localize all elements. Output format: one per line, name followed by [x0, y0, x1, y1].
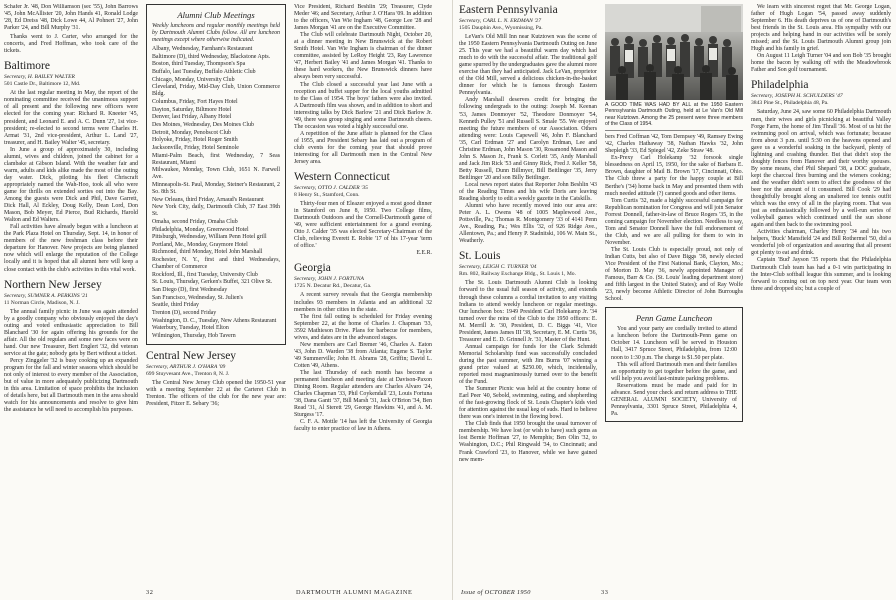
st-louis-paragraph: The Club finds that 1950 brought the usual turnover of membership. We have lost (or wish to have) such gems as lost Bernie Hoffman '27, to Memphis; Ben Olin '32, to Washington, D.C.; Phil Ringwald '34, to Cincinnati; and Frank Crawford '23, to Hanover, while we have gained new mem-: [459, 421, 597, 463]
penn-box-paragraph: You and your party are cordially invited to attend a luncheon before the Dartmouth-Penn game on October 14. Luncheon will be served in Houston Hall, 3417 Spruce Street, Philadelphia, from 12:00 noon to 1:30 p.m. The charge is $1.50 per plate.: [611, 326, 737, 361]
north-jersey-paragraph: Percy Zinggeler '32 is busy cooking up an expanded program for the fall and winter seasons which should be not only of interest to every member of the Association, but of value in more adequately publicizing Dartmouth in this area. Limitation of space prohibits the inclusion of details here, but all Dartmouth men in the area should watch for his announcements and resolve to give him the assistance he will need to accomplish his purposes.: [4, 357, 138, 414]
st-louis-paragraph: Annual campaign for funds for the Clark Schmidt Memorial Scholarship fund was successfully concluded during the past summer, with Jim Burns '07 winning a grand prize valued at $250.00, which, incidentally, reported most magnanimously turned over to the benefit of the Fund.: [459, 343, 597, 386]
georgia-paragraph: New members are Carl Bremer '46, Charles A. Eaton '43, John D. Warden '38 from Atlanta; Eugene S. Taylor '49 Summerville; John H. Abrams '28, Griffin; David L. Cotten '49, Athens.: [294, 341, 432, 369]
baltimore-heading: Baltimore: [4, 60, 50, 73]
meeting-item: Baltimore (D), third Wednesday, Blackstone Apts.: [152, 53, 271, 60]
meeting-item: St. Louis, Thursday, Gerken's Buffet, 321 Olive St.: [152, 279, 273, 286]
central-jersey-continued: The Club closed a successful year last June with a reception and buffet supper for the local youths admitted to the Class of 1954. The boys' fathers were also invited. A Dartmouth film was shown, and in addition to short and interesting talks by Dick Barlow '21 and Dick Barlow Jr. '49, there was group singing and some Dartmouth cheers. The occasion was voted a highly successful one.: [294, 81, 432, 130]
meeting-item: Omaha, second Friday, Omaha Club: [152, 218, 238, 225]
left-page: [0, 0, 436, 600]
meeting-item: Philadelphia, Monday, Greenwood Hotel: [152, 226, 249, 233]
meetings-box-title: Alumni Club Meetings: [177, 10, 255, 20]
georgia-paragraph: A recent survey reveals that the Georgia membership includes 93 members in Atlanta and an additional 32 members in other cities in the state.: [294, 292, 432, 313]
left-column-3: [294, 4, 432, 590]
western-ct-heading: Western Connecticut: [294, 171, 390, 184]
st-louis-continued: bers Fred Coffman '42, Tom Dempsey '49, Ramsey Ewing '42, Charles Hathaway '38, Nathan Hawks '32, John Shepleigh '33, Ed Spiegel '42, Zeke Straw '48.: [605, 134, 743, 155]
meeting-item: Minneapolis-St. Paul, Monday, Steiner's Restaurant, 2 So. 8th St.: [152, 181, 280, 195]
meeting-item: Waterbury, Tuesday, Hotel Elton: [152, 325, 229, 332]
philadelphia-paragraph: Activities chairman, Charley Henry '34 and his two helpers, 'Buck' Mansfield '24 and Bill Rothermel '50, did a wonderful job of organization and assuring that all present got plenty to eat and drink.: [751, 229, 891, 257]
western-ct-address: 8 Henry St., Stamford, Conn.: [294, 192, 360, 199]
meeting-item: Denver, last Friday, Albany Hotel: [152, 114, 232, 121]
left-page-number: 32: [146, 589, 154, 596]
baltimore-paragraph: At the last regular meeting in May, the report of the nominating committee received the unanimous support of all present and the following new officers were elected for the coming year: Richard R. Kneeter '45, president, and Leonard E. and A. C. Dunn '27, 1st vice-president; re-elected to second terms were Charles H. Armat '31, 2nd vice-president, Arthur L. Land '27, treasurer, and H. Bailey Walter '45, secretary.: [4, 90, 138, 146]
eastern-pa-address: 1505 Dauphin Ave., Wyomissing, Pa.: [459, 25, 543, 31]
western-ct-initials: E.E.R.: [416, 250, 432, 257]
philadelphia-heading: Philadelphia: [751, 79, 809, 92]
st-louis-closing: We learn with sincerest regret that Mr. George Logan, father of Hugh Logan '54, passed away suddenly September 6. His death deprives us of one of Dartmouth's best friends in the St. Louis area. His sympathy with our projects and helping hand in our activities will be sorely missed; and the St. Louis Dartmouth Alumni group join Hugh and his family in grief.: [751, 4, 891, 53]
meeting-item: Trenton (D), second Friday: [152, 310, 217, 316]
central-jersey-heading: Central New Jersey: [146, 349, 237, 362]
baltimore-paragraph: In June a group of approximately 30, including alumni, wives and children, joined the cabinet for a clambake at Gibson Island. With the weather fair and warm, adults and kids alike made the most of the outing day water. Dick, piloting his fleet Chriscraft appropriately named the Wah-Hoo, took all who were game for thrills on extended sorties out into the Bay. Among the guests were Dick and Phil, Dave Garrett, Dick Hall, Al Eckley, Doug Kelly, Dean Lord, Don Mason, Bob Meyer, Ed Pierce, Bud Richards, Harold Walton and Ed Walters.: [4, 146, 138, 224]
outing-photo-figures: [605, 4, 743, 100]
st-louis-continued: Ex-Prexy Carl Holekamp '32 forsook single blessedness on April 15, 1950, for the sake of Barbara E. Brown, daughter of Mail B. Brown '17, Cincinnati, Ohio. The Club threw a party for the happy couple at Bill Berthe's ('34) home back in May and presented them with much needed attitude (?) canned goods and other items.: [605, 155, 743, 197]
philadelphia-paragraph: Captain 'Bud' Jayson '35 reports that the Philadelphia Dartmouth Club team has had a 0-1 win participating in the Inter-Club softball league this summer, and is looking forward to coming out on top next year. Our team won three and dropped six; but a couple of: [751, 257, 891, 292]
meeting-item: Cleveland, Friday, Mid-Day Club, Union Commerce Bldg.: [152, 84, 280, 98]
central-jersey-continued: Vice President, Richard Beshlin '29; Treasurer, Clyde Meder '46; and Secretary, Arthur J. O'Hara '09. In addition to the officers, Van Wie Ingham '48, George Lee '28 and James Morgan '41 are on the Executive Committee.: [294, 4, 432, 32]
meetings-list: [152, 46, 280, 340]
central-jersey-paragraph: The Central New Jersey Club opened the 1950-51 year with a meeting September 22 at the Carteret Club in Trenton. The officers of the club for the new year are: President, Fitzer E. Sebary '36;: [146, 379, 286, 407]
meeting-item: New York City, daily, Dartmouth Club, 37 East 39th St.: [152, 204, 280, 218]
meeting-item: Pittsburgh, Wednesday, William Penn Hotel grill: [152, 234, 267, 241]
meeting-item: Columbus, Friday, Fort Hayes Hotel: [152, 99, 238, 106]
philadelphia-secretary: Secretary, JOSEPH H. SCHULDERS '47: [751, 93, 843, 100]
meeting-item: Rockford, Ill., first Tuesday, University Club: [152, 271, 258, 278]
st-louis-address: Rm. 802, Railway Exchange Bldg., St. Louis 1, Mo.: [459, 271, 576, 278]
eastern-pa-secretary: Secretary, CARL L. N. ERDMAN '27: [459, 18, 541, 24]
photo-caption: A GOOD TIME WAS HAD BY ALL at the 1950 Eastern Pennsylvania Dartmouth Outing, held at Le Van's Old Mill near Kutztown. Among the 25 present were three members of the Class of 1954.: [605, 102, 743, 127]
western-ct-paragraph: Thirty-four men of Eleazer enjoyed a most good dinner in Stamford on June 8, 1950. Two College films, Dartmouth Outdoors and the Cornell-Dartmouth game of '49, were sufficient entertainment for a grand evening. Otto J. Calder '35 was elected Secretary-Chairman of the Club, relieving Everett E. Robie '17 of his 17-year 'term of office.': [294, 201, 432, 250]
meeting-item: Dayton, Saturday, Biltmore Hotel: [152, 106, 232, 113]
meeting-item: San Diego (D), first Wednesday: [152, 287, 228, 294]
meeting-item: Wilmington, Thursday, Hob Tavern: [152, 332, 236, 339]
meetings-box-intro: Weekly luncheons and regular monthly meetings held by Dartmouth Alumni Clubs follow. All are luncheon meetings except where otherwise indicated.: [152, 23, 280, 44]
meeting-item: Milwaukee, Monday, Town Club, 1651 N. Farwell Ave.: [152, 167, 280, 181]
philadelphia-address: 3843 Pine St., Philadelphia 48, Pa.: [751, 100, 829, 107]
north-jersey-address: 11 Norman Circle, Madison, N. J.: [4, 299, 80, 306]
georgia-secretary: Secretary, JOHN J. FORTUNA: [294, 276, 364, 283]
st-louis-paragraph: The St. Louis Dartmouth Alumni Club is looking forward to the usual full season of activity, and extends through these columns a cordial invitation to any visiting Indians to attend weekly luncheon or regular meetings. Our luncheon box: 1949 President Carl Holekamp Jr. '34 turned over the reins of the Club to the 1950 officers: E. M. Merrill Jr. '30, President, D. C. Biggs '41, Vice President, James James III '38, Secretary, E. M. Curtis '36, Treasurer and E. D. Grinnell Jr. '31, Master of the Hunt.: [459, 280, 597, 343]
eastern-pa-paragraph: Local news report states that Reporter John Beshlin '43 of the Reading Times and his wife Doris are leaving Reading shortly to edit a weekly gazette in the Catskills.: [459, 181, 597, 203]
central-jersey-continued: A repetition of the June affair is planned for the Class of 1955, and President Sebary has laid out a program of club events for the coming year that should prove interesting for all Dartmouth men in the Central New Jersey area.: [294, 130, 432, 166]
georgia-heading: Georgia: [294, 262, 331, 275]
meeting-item: New Orleans, third Friday, Arnaud's Restaurant: [152, 196, 264, 203]
magazine-title: DARTMOUTH ALUMNI MAGAZINE: [296, 589, 413, 596]
eastern-pa-paragraph: LeVan's Old Mill Inn near Kutztown was the scene of the 1950 Eastern Pennsylvania Dartmouth Outing on June 25. This year we had a beautiful warm day which had much to do with the successful affair. The traditional golf game spurred by the undergraduates gave the alumni more exercise than they had anticipated. Jack LeVan, proprietor of the Old Mill, served a delicious chicken-in-the-basket dinner for which he is famous through Eastern Pennsylvania.: [459, 34, 597, 97]
meeting-item: San Francisco, Wednesday, St. Julien's: [152, 294, 243, 301]
meeting-item: Chicago, Monday, University Club: [152, 76, 235, 83]
baltimore-secretary: Secretary, H. BAILEY WALTER: [4, 74, 75, 81]
central-jersey-continued: The Club will celebrate Dartmouth Night, October 20, at a dinner meeting in New Brunswick at the Robert Smith Hotel. Van Wie Ingham is chairman of the dinner committee, assisted by LeRoy Height '23, Ray Lawrence '47, Herbert Bailey '41 and James Morgan '41. Thanks to these hard workers, the New Brunswick dinners have always been very successful.: [294, 32, 432, 81]
north-jersey-heading: Northern New Jersey: [4, 278, 102, 291]
meeting-item: Buffalo, last Tuesday, Buffalo Athletic Club: [152, 69, 256, 76]
meeting-item: Richmond, third Monday, Hotel John Marshall: [152, 249, 263, 256]
central-jersey-address: 699 Stuyvesant Ave., Trenton 8, N. J.: [146, 370, 230, 377]
thanks-paragraph: Thanks went to J. Carter, who arranged for the concerts, and Fred Hoffman, who took care of the tickets.: [4, 34, 138, 55]
penn-game-luncheon-box: [605, 307, 743, 422]
eastern-pa-paragraph: Andy Marshall deserves credit for bringing the following undergrads to the outing: Joseph M. Keenan '53, James Donmoyer '52, Theodore Donmoyer '54, Kenneth Pulley '51 and Russell S. Smale '55. We enjoyed meeting the future members of our Association. Others attending were: Louis Capewell '46, John F. Blanchard '35, Carl Erdman '27 and Carolyn Erdman, Lee and Christine Erdman, John Mason '30, Rosamond Mason and John S. Mason Jr., Frank S. Corlett '35, Andy Marshall and Jack Jim Rick '53 and Ginny Rick, Fred J. Keller '58, Betty Russell, Dunn Billmyer, Bill Beitlinger '35, Jerry Beitlinger '20 and son Billy Beitlinger.: [459, 97, 597, 181]
georgia-paragraph: The first fall outing is scheduled for Friday evening September 22, at the home of Charles J. Chapman '33, 3592 Mathieson Drive. Plans for barbecue for members, wives, and dates are in the advanced stages.: [294, 313, 432, 341]
right-column-2: [605, 4, 743, 590]
intro-paragraph: Schafer Jr. '48, Don Williamson (sec '55), John Barrows '45, John McAllister '20, John Hands 41, Ronald Lodge '28, Ed Dreiss '48, Dick Lowe 44, Al Pohnert '27, John Parker '24, and Bill Murphy '31.: [4, 4, 138, 32]
right-page-number: 33: [601, 589, 609, 596]
meeting-item: Albany, Wednesday, Farnham's Restaurant: [152, 46, 253, 53]
left-column-1: [4, 4, 138, 590]
north-jersey-paragraph: The annual family picnic in June was again attended by a goodly company who obviously enjoyed the day's outing and voted enthusiastic appreciation to Bill Blanchard '30 for again offering his grounds for the affair. All the old regulars and some new faces were on hand. Our new Treasurer, Bert Englert '32, did veteran service at the gate; nobody gets by Bert without a ticket.: [4, 308, 138, 357]
right-column-1: [459, 4, 597, 590]
western-ct-secretary: Secretary, OTTO J. CALDER '35: [294, 185, 368, 192]
georgia-address: 1725 N. Decatur Rd., Decatur, Ga.: [294, 283, 372, 290]
st-louis-closing: On August 11 Leigh Turner '04 and son Bob '35 brought home the bacon by walking off with the Meadowbrook Father and Son golf tournament.: [751, 53, 891, 74]
baltimore-address: 501 Castle Dr., Baltimore 12, Md.: [4, 81, 81, 88]
left-column-2: [146, 4, 286, 590]
central-jersey-secretary: Secretary, ARTHUR J. O'HARA '09: [146, 363, 226, 370]
penn-box-paragraph: Reservations must be made and paid for in advance. Send your check and return address to THE GENERAL ALUMNI SOCIETY, University of Pennsylvania, 3301 Spruce Street, Philadelphia 4, Pa.: [611, 382, 737, 417]
st-louis-secretary: Secretary, LEIGH C. TURNER '04: [459, 264, 537, 271]
st-louis-continued: Tom Curtis '32, made a highly successful campaign for Republican nomination for Congress and will join Senator Forrest Donnell, father-in-law of Bruce Rogers '35, in the coming campaign for November election. Needless to say, Tom and Senator Donnell have the full endorsement of the Club, and we are all pulling for them to win in November.: [605, 197, 743, 246]
meeting-item: Rochester, N. Y., first and third Wednesdays, Chamber of Commerce: [152, 257, 280, 271]
georgia-paragraph: C. F. A. Mottle '14 has left the University of Georgia faculty to enter practice of law in Athens.: [294, 419, 432, 433]
divider: [605, 130, 743, 131]
baltimore-paragraph: Fall activities have already begun with a luncheon at the Park Plaza Hotel on Thursday, Sept. 14, in honor of members of the new freshman class before their departure for Hanover. New projects are being planned now which will enlarge the reputation of the College locally and it is hoped that all alumni here will keep a close contact with the club's activities in this vital work.: [4, 224, 138, 273]
philadelphia-paragraph: Saturday, June 24, saw some 60 Philadelphia Dartmouth men, their wives and girls picnicking at beautiful Valley Forge Farm, the home of Jim Thrall '36. Most of us hit the swimming pool on arrival, which was fortunate; because from about 3 p.m. until 5:30 on the heavens opened and gave us a wonderful soaking in the backyard, plenty of lightning and crashing thunder. But that didn't stop the doughty fences from Hanover and their worthy spouses. By some means, chef Phil Shepard '38, a DOC graduate, kept the charcoal fires burning and the wieners cooking; and the weather didn't seem to affect the goodness of the beer nor the amount of it consumed. Bill Cook '29 had thoughtfully brought along an unaltered ice tennis outfit which was the envy of all in the playing room. That was just as enthusiastically followed by a well-run series of volleyball games which continued until the sun shone again and then back to the swimming pool.: [751, 109, 891, 229]
meeting-item: Holyoke, Friday, Hotel Roger Smith: [152, 137, 238, 144]
meeting-item: Detroit, Monday, Penobscot Club: [152, 129, 231, 136]
eastern-pa-heading: Eastern Pennsylvania: [459, 4, 558, 16]
georgia-paragraph: The last Thursday of each month has become a permanent luncheon and meeting date at Davison-Paxon Dining Room. Regular attenders are Charles Alvaro '24, Charles Chapman '33, Phil Coykendall '23, Louis Fortuna '38, Dana Gantt '37, Bill Marsh '31, Jack O'Brion '34, Ben Read '31, Al Sterett '29, George Hawkins '41, and A. M. Sturgess '17.: [294, 369, 432, 419]
meeting-item: Washington, D. C., Tuesday, New Athens Restaurant: [152, 317, 277, 324]
right-page: [452, 0, 896, 600]
meeting-item: Jacksonville, Friday, Hotel Seminole: [152, 144, 239, 151]
meeting-item: Portland, Me., Monday, Graymore Hotel: [152, 241, 248, 248]
meeting-item: Seattle, third Friday: [152, 302, 199, 309]
meeting-item: Miami-Palm Beach, first Wednesday, 7 Seas Restaurant, Miami: [152, 152, 280, 166]
issue-date: Issue of OCTOBER 1950: [461, 589, 531, 596]
st-louis-continued: The St. Louis Club is especially proud, not only of Indian Cutts, but also of Dave Biggs '38, newly elected Vice President of the First National Bank, Clayton, Mo.; of Morton D. May '36, newly appointed Manager of Famous, Barr & Co. (St. Louis' leading department store) and fifth largest in the United States); and of Ray Wolfe '23, newly become Athletic Director of John Burroughs School.: [605, 246, 743, 303]
penn-box-paragraph: This will afford Dartmouth men and their families an opportunity to get together before the game, and will help you avoid last-minute parking problems.: [611, 361, 737, 382]
st-louis-heading: St. Louis: [459, 250, 501, 263]
north-jersey-secretary: Secretary, SUMNER A. PERKINS '21: [4, 292, 88, 299]
penn-box-title: Penn Game Luncheon: [635, 313, 713, 324]
meeting-item: Des Moines, Wednesday, Des Moines Club: [152, 121, 254, 128]
right-column-3: [751, 4, 891, 590]
alumni-club-meetings-box: [146, 4, 286, 345]
st-louis-paragraph: The Summer Picnic was held at the country home of Earl Peer '40, Sebold, swimming, eating, and shepherding of the fast-growing flock of St. Louis Chapter's kids vied for attention against the usual keg of suds. Hard to believe there was one's interest in the flowing bowl.: [459, 386, 597, 421]
outing-photo: [605, 4, 743, 100]
meeting-item: Boston, third Tuesday, Thompson's Spa: [152, 61, 246, 68]
eastern-pa-paragraph: Alumni who have recently moved into our area are: Peter A. L. Owens '48 of 1005 Maplewood Ave., Pottsville, Pa.; Thomas R. Montgomery '33 of 4141 Penn Ave., Reading, Pa.; Wes Ellis '32, of 926 Ridge Ave., Allentown, Pa.; and Henry P. Stadnitski, 106 W. Main St., Weatherly.: [459, 203, 597, 245]
